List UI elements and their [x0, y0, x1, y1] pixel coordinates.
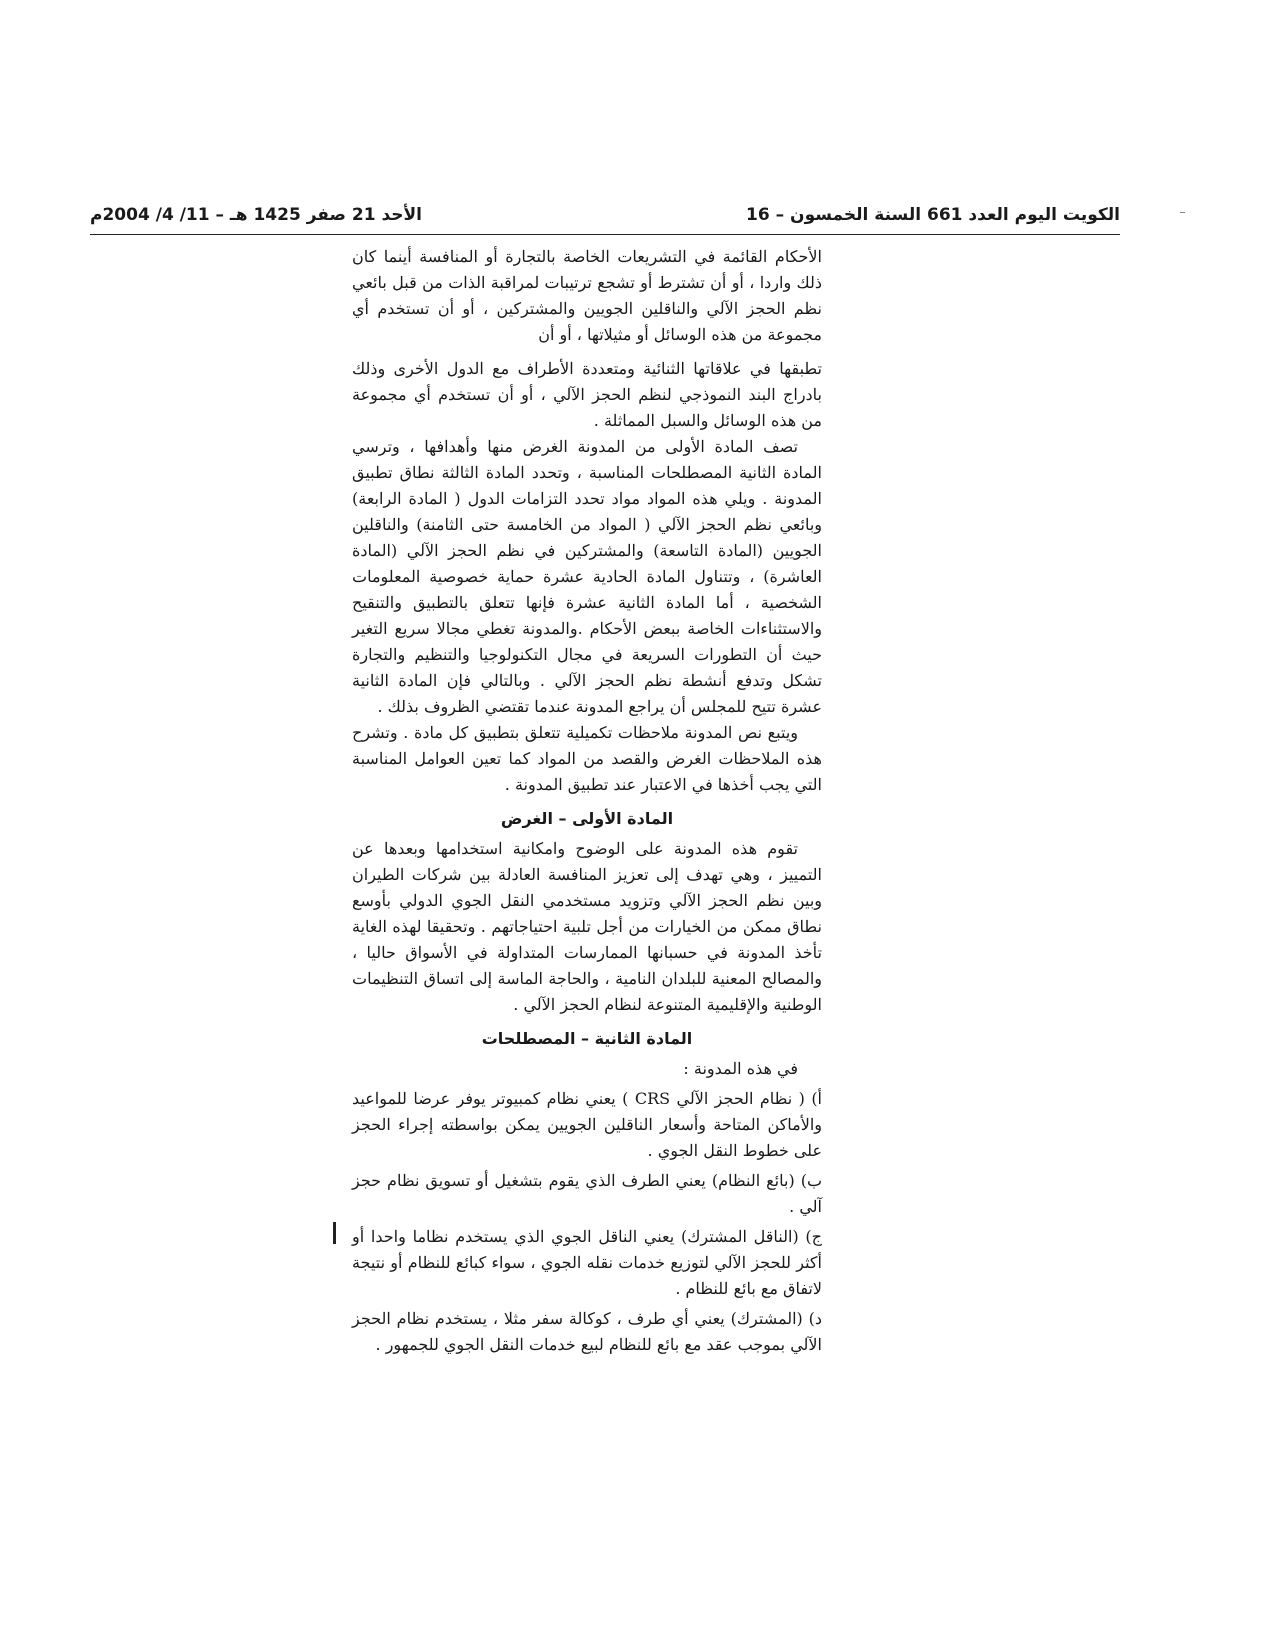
- article-2-intro: في هذه المدونة :: [683, 1059, 798, 1078]
- header-rule: [90, 234, 1120, 235]
- definition-item: د) (المشترك) يعني أي طرف ، كوكالة سفر مثلا ، يستخدم نظام الحجز الآلي بموجب عقد مع بائع للنظام لبيع خدمات النقل الجوي للجمهور .: [352, 1309, 822, 1354]
- header-publication-info: الكويت اليوم العدد 661 السنة الخمسون – 16: [746, 205, 1120, 225]
- paragraph: ويتبع نص المدونة ملاحظات تكميلية تتعلق بتطبيق كل مادة . وتشرح هذه الملاحظات الغرض والقصد من المواد كما تعين العوامل المناسبة التي يجب أخذها في الاعتبار عند تطبيق المدونة .: [352, 723, 822, 794]
- running-header: [90, 205, 1120, 233]
- definition-item: ج) (الناقل المشترك) يعني الناقل الجوي الذي يستخدم نظاما واحدا أو أكثر للحجز الآلي لتوزيع خدمات نقله الجوي ، سواء كبائع للنظام أو نتيجة لاتفاق مع بائع للنظام .: [352, 1227, 822, 1298]
- article-2-heading: المادة الثانية – المصطلحات: [481, 1029, 693, 1048]
- article-1-text: تقوم هذه المدونة على الوضوح وامكانية استخدامها وبعدها عن التمييز ، وهي تهدف إلى تعزيز المنافسة العادلة بين شركات الطيران وبين نظم الحجز الآلي وتزويد مستخدمي النقل الجوي الدولي بأوسع نطاق ممكن من الخيارات من أجل تلبية احتياجاتهم . وتحقيقا لهذه الغاية تأخذ المدونة في حسبانها الممارسات المتداولة في الأسواق حاليا ، والمصالح المعنية للبلدان النامية ، والحاجة الماسة إلى اتساق التنظيمات الوطنية والإقليمية المتنوعة لنظام الحجز الآلي .: [352, 839, 823, 1014]
- header-date: الأحد 21 صفر 1425 هـ – 11/ 4/ 2004م: [90, 205, 423, 225]
- article-1-heading: المادة الأولى – الغرض: [500, 809, 674, 828]
- margin-mark: [333, 1222, 336, 1244]
- paragraph: تطبقها في علاقاتها الثنائية ومتعددة الأطراف مع الدول الأخرى وذلك بادراج البند النموذجي لنظم الحجز الآلي ، أو أن تستخدم أي مجموعة من هذه الوسائل والسبل المماثلة .: [352, 359, 822, 430]
- scan-mark: [1180, 212, 1185, 213]
- definition-item: أ) ( نظام الحجز الآلي CRS ) يعني نظام كمبيوتر يوفر عرضا للمواعيد والأماكن المتاحة وأسعار الناقلين الجويين يمكن بواسطته إجراء الحجز على خطوط النقل الجوي .: [352, 1089, 823, 1160]
- paragraph: تصف المادة الأولى من المدونة الغرض منها وأهدافها ، وترسي المادة الثانية المصطلحات المناسبة ، وتحدد المادة الثالثة نطاق تطبيق المدونة . ويلي هذه المواد مواد تحدد التزامات الدول ( المادة الرابعة) وبائعي نظم الحجز الآلي ( المواد من الخامسة حتى الثامنة) والناقلين الجويين (المادة التاسعة) والمشتركين في نظم الحجز الآلي (المادة العاشرة) ، وتتناول المادة الحادية عشرة حماية خصوصية المعلومات الشخصية ، أما المادة الثانية عشرة فإنها تتعلق بالتطبيق والتنقيح والاستثناءات الخاصة ببعض الأحكام .والمدونة تغطي مجالا سريع التغير حيث أن التطورات السريعة في مجال التكنولوجيا والتنظيم والتجارة تشكل وتدفع أنشطة نظم الحجز الآلي . وبالتالي فإن المادة الثانية عشرة تتيح للمجلس أن يراجع المدونة عندما تقتضي الظروف بذلك .: [352, 437, 822, 716]
- text-column: [352, 244, 822, 1358]
- definition-item: ب) (بائع النظام) يعني الطرف الذي يقوم بتشغيل أو تسويق نظام حجز آلي .: [352, 1171, 822, 1216]
- paragraph-continuation: الأحكام القائمة في التشريعات الخاصة بالتجارة أو المنافسة أينما كان ذلك واردا ، أو أن تشترط أو تشجع ترتيبات لمراقبة الذات من قبل بائعي نظم الحجز الآلي والناقلين الجويين والمشتركين ، أو أن تستخدم أي مجموعة من هذه الوسائل أو مثيلاتها ، أو أن: [352, 247, 822, 344]
